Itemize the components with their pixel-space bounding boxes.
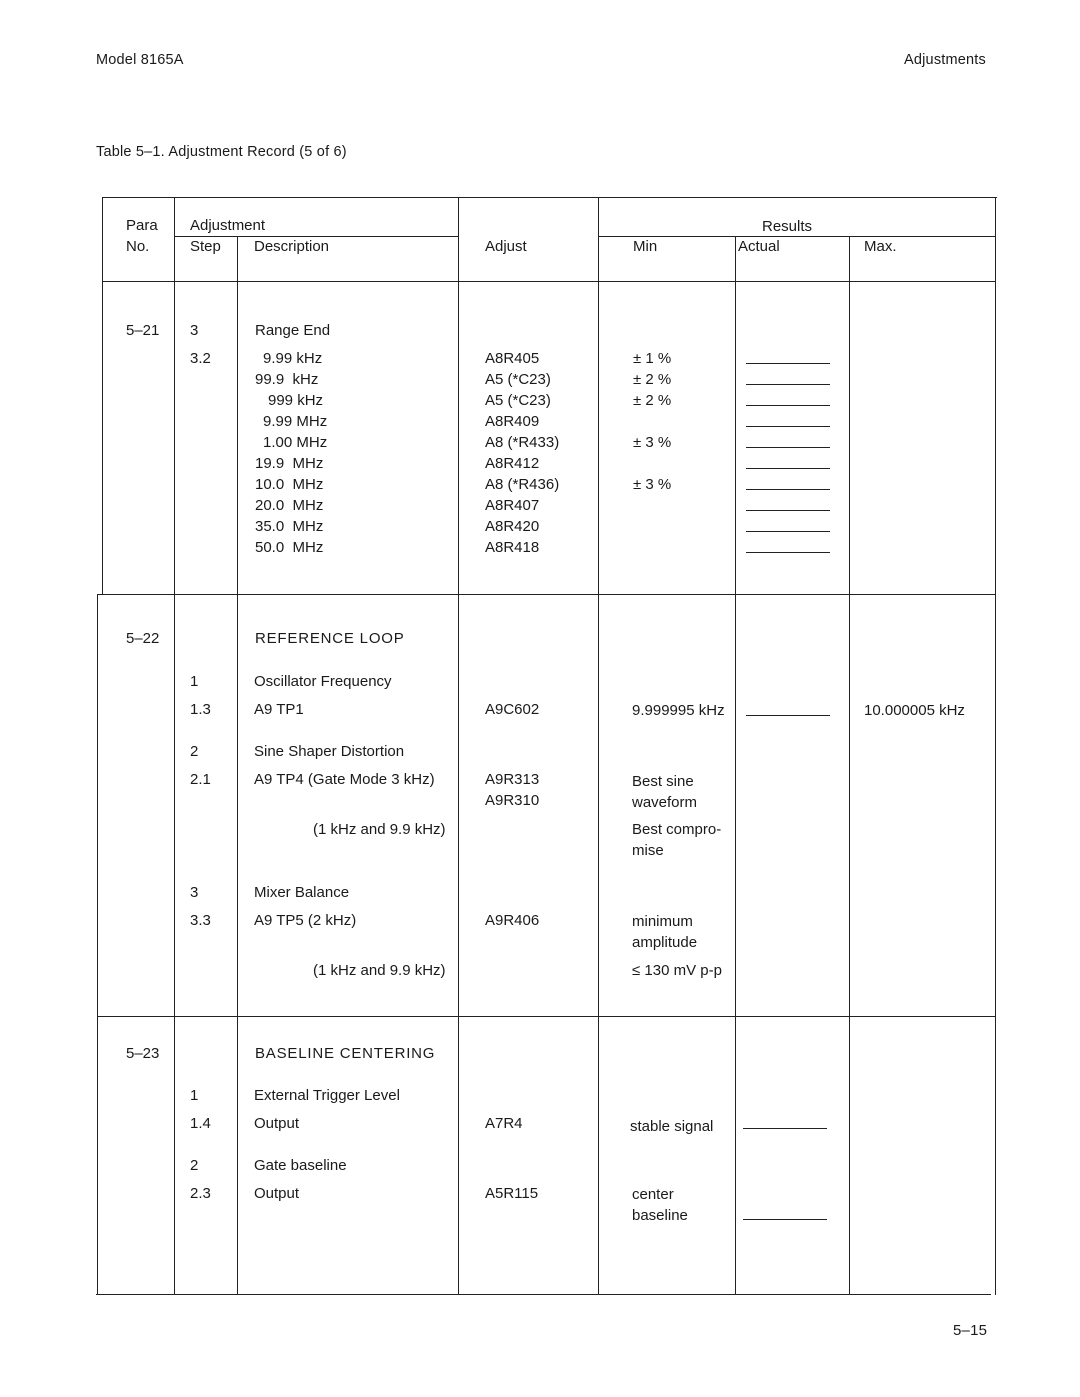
header-para: Para bbox=[126, 217, 158, 234]
header-bottom-rule bbox=[102, 281, 995, 282]
para-5-23: 5–23 bbox=[126, 1045, 160, 1062]
s522-step-1-3-min: 9.999995 kHz bbox=[632, 702, 725, 719]
step-3-2: 3.2 bbox=[190, 350, 211, 367]
s522-step-3-3: 3.3 bbox=[190, 912, 211, 929]
range-adjust-3: A8R409 bbox=[485, 413, 540, 430]
range-desc-1: 99.9 kHz bbox=[255, 371, 319, 388]
s522-step-2-1-min-c: Best compro- bbox=[632, 821, 722, 838]
header-actual: Actual bbox=[738, 238, 780, 255]
s522-step-1-3-desc: A9 TP1 bbox=[254, 701, 304, 718]
section-divider-1 bbox=[97, 594, 995, 595]
para-5-21: 5–21 bbox=[126, 322, 160, 339]
header-step: Step bbox=[190, 238, 221, 255]
range-desc-7: 20.0 MHz bbox=[255, 497, 324, 514]
range-adjust-2: A5 (*C23) bbox=[485, 392, 551, 409]
actual-blank[interactable] bbox=[746, 552, 830, 553]
range-desc-4: 1.00 MHz bbox=[263, 434, 328, 451]
actual-blank[interactable] bbox=[743, 1219, 827, 1220]
header-adjustment: Adjustment bbox=[190, 217, 266, 234]
table-border-top bbox=[102, 197, 997, 198]
section-label: Adjustments bbox=[904, 52, 986, 68]
range-desc-5: 19.9 MHz bbox=[255, 455, 324, 472]
actual-blank[interactable] bbox=[746, 447, 830, 448]
range-adjust-1: A5 (*C23) bbox=[485, 371, 551, 388]
s522-step-2-1-adjust-b: A9R310 bbox=[485, 792, 540, 809]
s523-step-2-3-adjust: A5R115 bbox=[485, 1185, 539, 1202]
range-end-desc: Range End bbox=[255, 322, 331, 339]
s522-step-2-1-adjust-a: A9R313 bbox=[485, 771, 540, 788]
header-results: Results bbox=[762, 218, 813, 235]
range-desc-6: 10.0 MHz bbox=[255, 476, 324, 493]
actual-blank[interactable] bbox=[746, 468, 830, 469]
s522-step-1-desc: Oscillator Frequency bbox=[254, 673, 392, 690]
s522-step-3-desc: Mixer Balance bbox=[254, 884, 350, 901]
range-adjust-7: A8R407 bbox=[485, 497, 540, 514]
s523-step-1-4-desc: Output bbox=[254, 1115, 300, 1132]
actual-blank[interactable] bbox=[746, 426, 830, 427]
range-adjust-8: A8R420 bbox=[485, 518, 540, 535]
s522-step-1-3-max: 10.000005 kHz bbox=[864, 702, 965, 719]
range-desc-2: 999 kHz bbox=[268, 392, 324, 409]
table-border-bottom bbox=[96, 1294, 991, 1295]
s522-step-1-3: 1.3 bbox=[190, 701, 211, 718]
actual-blank[interactable] bbox=[743, 1128, 827, 1129]
col-divider-step bbox=[237, 236, 238, 1295]
s522-step-2: 2 bbox=[190, 743, 199, 760]
section-divider-2 bbox=[97, 1016, 995, 1017]
s522-step-2-1-min-a: Best sine bbox=[632, 773, 694, 790]
range-desc-3: 9.99 MHz bbox=[263, 413, 328, 430]
range-desc-8: 35.0 MHz bbox=[255, 518, 324, 535]
range-min-4: ± 3 % bbox=[633, 434, 672, 451]
col-divider-para bbox=[174, 197, 175, 1295]
s523-step-1: 1 bbox=[190, 1087, 199, 1104]
s523-step-1-4: 1.4 bbox=[190, 1115, 211, 1132]
col-divider-min bbox=[735, 236, 736, 1295]
table-border-left-lower bbox=[97, 594, 98, 1295]
header-no: No. bbox=[126, 238, 150, 255]
col-divider-adjust bbox=[598, 197, 599, 1295]
s522-step-3-3-note: (1 kHz and 9.9 kHz) bbox=[313, 962, 446, 979]
s523-step-1-4-adjust: A7R4 bbox=[485, 1115, 523, 1132]
actual-blank[interactable] bbox=[746, 715, 830, 716]
range-adjust-6: A8 (*R436) bbox=[485, 476, 560, 493]
range-adjust-4: A8 (*R433) bbox=[485, 434, 560, 451]
range-adjust-9: A8R418 bbox=[485, 539, 540, 556]
s522-step-1: 1 bbox=[190, 673, 199, 690]
range-desc-9: 50.0 MHz bbox=[255, 539, 324, 556]
table-title: Table 5–1. Adjustment Record (5 of 6) bbox=[96, 144, 347, 160]
col-divider-actual bbox=[849, 236, 850, 1295]
s523-step-2-3: 2.3 bbox=[190, 1185, 211, 1202]
header-min: Min bbox=[633, 238, 658, 255]
step-3: 3 bbox=[190, 322, 199, 339]
s522-step-2-1-min-b: waveform bbox=[632, 794, 698, 811]
range-adjust-0: A8R405 bbox=[485, 350, 540, 367]
col-divider-desc bbox=[458, 197, 459, 1295]
model-label: Model 8165A bbox=[96, 52, 184, 68]
range-adjust-5: A8R412 bbox=[485, 455, 540, 472]
actual-blank[interactable] bbox=[746, 489, 830, 490]
range-min-6: ± 3 % bbox=[633, 476, 672, 493]
s522-step-3-3-min-a: minimum bbox=[632, 913, 693, 930]
s522-step-3-3-adjust: A9R406 bbox=[485, 912, 540, 929]
s523-step-2-3-min-a: center bbox=[632, 1186, 674, 1203]
s522-step-3: 3 bbox=[190, 884, 199, 901]
table-border-right bbox=[995, 197, 996, 1295]
header-max: Max. bbox=[864, 238, 897, 255]
page-number: 5–15 bbox=[953, 1322, 988, 1339]
table-border-left bbox=[102, 197, 103, 594]
s523-step-2: 2 bbox=[190, 1157, 199, 1174]
range-min-1: ± 2 % bbox=[633, 371, 672, 388]
s523-step-2-3-min-b: baseline bbox=[632, 1207, 688, 1224]
s522-step-3-3-desc: A9 TP5 (2 kHz) bbox=[254, 912, 357, 929]
header-description: Description bbox=[254, 238, 330, 255]
s523-step-2-3-desc: Output bbox=[254, 1185, 300, 1202]
s522-step-1-3-adjust: A9C602 bbox=[485, 701, 540, 718]
para-5-22: 5–22 bbox=[126, 630, 160, 647]
range-min-0: ± 1 % bbox=[633, 350, 672, 367]
s522-step-2-desc: Sine Shaper Distortion bbox=[254, 743, 405, 760]
s522-step-2-1-desc: A9 TP4 (Gate Mode 3 kHz) bbox=[254, 771, 435, 788]
actual-blank[interactable] bbox=[746, 405, 830, 406]
s522-step-3-3-min-b: amplitude bbox=[632, 934, 698, 951]
header-adjust: Adjust bbox=[485, 238, 527, 255]
actual-blank[interactable] bbox=[746, 510, 830, 511]
s523-step-2-desc: Gate baseline bbox=[254, 1157, 347, 1174]
actual-blank[interactable] bbox=[746, 531, 830, 532]
s522-step-2-1-min-d: mise bbox=[632, 842, 664, 859]
range-min-2: ± 2 % bbox=[633, 392, 672, 409]
s522-step-2-1-note: (1 kHz and 9.9 kHz) bbox=[313, 821, 446, 838]
actual-blank[interactable] bbox=[746, 363, 830, 364]
baseline-centering-title: BASELINE CENTERING bbox=[255, 1045, 436, 1062]
reference-loop-title: REFERENCE LOOP bbox=[255, 630, 405, 647]
actual-blank[interactable] bbox=[746, 384, 830, 385]
s523-step-1-4-min: stable signal bbox=[630, 1118, 714, 1135]
s522-step-2-1: 2.1 bbox=[190, 771, 211, 788]
s523-step-1-desc: External Trigger Level bbox=[254, 1087, 400, 1104]
s522-step-3-3-min-c: ≤ 130 mV p-p bbox=[632, 962, 722, 979]
range-desc-0: 9.99 kHz bbox=[263, 350, 323, 367]
